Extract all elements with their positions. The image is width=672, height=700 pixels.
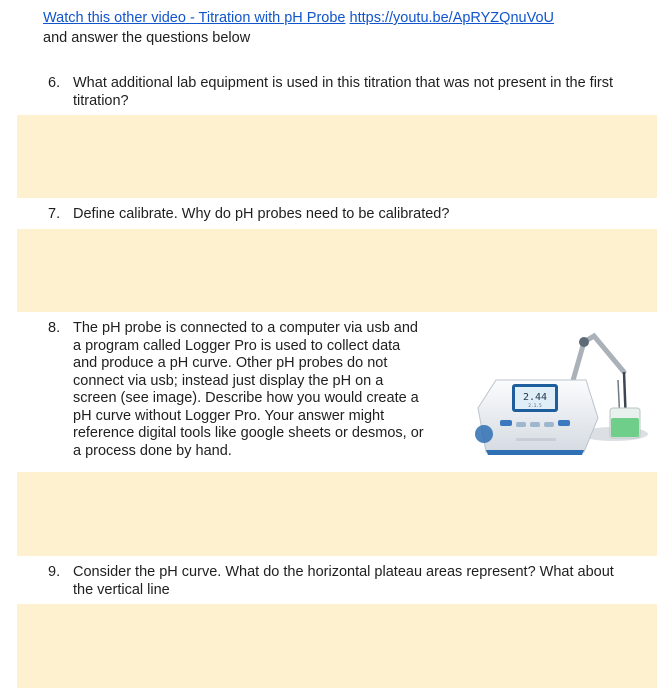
- youtube-url-link[interactable]: https://youtu.be/ApRYZQnuVoU: [349, 10, 554, 26]
- ph-meter-image: [466, 322, 656, 462]
- question-line: and produce a pH curve. Other pH probes do not: [73, 355, 388, 371]
- video-link[interactable]: Watch this other video - Titration with pH Probe: [43, 10, 346, 26]
- meter-dial: [475, 425, 493, 443]
- answer-box-6[interactable]: [17, 115, 657, 198]
- question-number: 8.: [48, 320, 61, 336]
- question-line: pH curve without Logger Pro. Your answer might: [73, 407, 385, 424]
- instructions-text: and answer the questions below: [43, 30, 251, 46]
- question-9: [48, 564, 614, 599]
- meter-subreading: 2.1.5: [528, 404, 542, 409]
- question-line: reference digital tools like google sheets or desmos, or: [73, 425, 424, 441]
- question-line: titration?: [73, 92, 129, 109]
- question-line: Consider the pH curve. What do the horizontal plateau areas represent? What about: [73, 564, 614, 580]
- question-7: [48, 206, 449, 224]
- question-line: The pH probe is connected to a computer via usb and: [73, 320, 418, 336]
- question-line: the vertical line: [73, 581, 170, 598]
- meter-button: [500, 420, 512, 426]
- question-line: Define calibrate. Why do pH probes need to be calibrated?: [73, 206, 450, 222]
- question-number: 6.: [48, 75, 61, 91]
- meter-button: [530, 422, 540, 427]
- question-6: [48, 75, 613, 110]
- meter-button: [558, 420, 570, 426]
- question-number: 9.: [48, 564, 61, 580]
- question-number: 7.: [48, 206, 61, 222]
- meter-button: [516, 422, 526, 427]
- meter-button: [544, 422, 554, 427]
- question-line: connect via usb; instead just display the pH on a: [73, 372, 384, 389]
- question-8: [48, 320, 424, 460]
- answer-box-7[interactable]: [17, 229, 657, 312]
- question-line: What additional lab equipment is used in this titration that was not present in the first: [73, 75, 614, 91]
- question-line: a process done by hand.: [73, 442, 232, 459]
- question-line: a program called Logger Pro is used to collect data: [73, 337, 401, 354]
- answer-box-8[interactable]: [17, 472, 657, 556]
- instructions: [43, 8, 554, 48]
- meter-reading: 2.44: [522, 392, 548, 403]
- question-line: screen (see image). Describe how you would create a: [73, 390, 419, 406]
- answer-box-9[interactable]: [17, 604, 657, 688]
- green-solution: [611, 418, 639, 437]
